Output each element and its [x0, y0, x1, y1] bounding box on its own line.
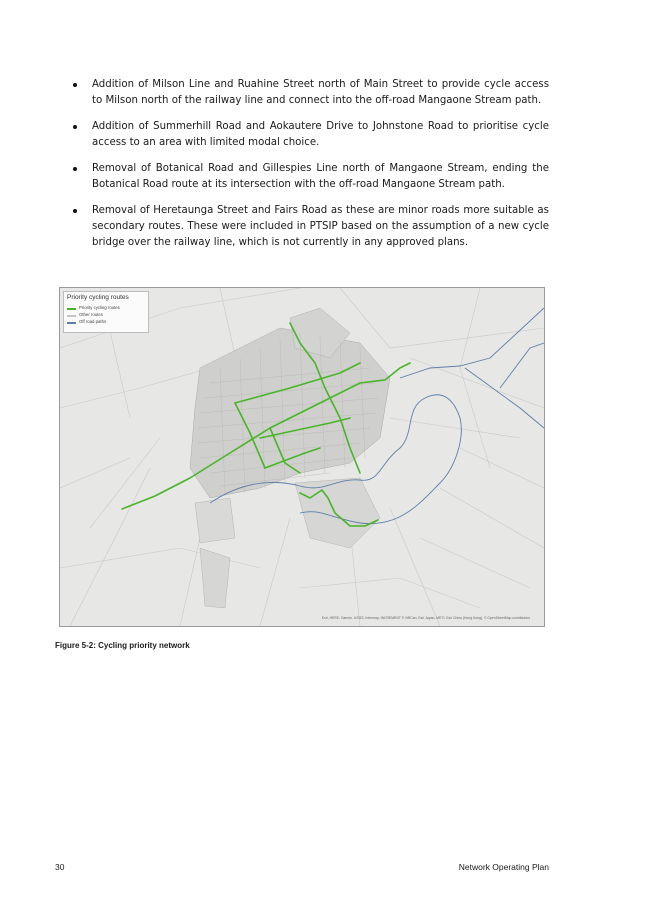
legend-label: Priority cycling routes: [79, 305, 120, 310]
legend-title: Priority cycling routes: [67, 294, 129, 301]
legend-priority-swatch-icon: [67, 308, 76, 310]
bullet-list: [73, 77, 549, 261]
bullet-dot-icon: [73, 209, 77, 213]
bullet-dot-icon: [73, 83, 77, 87]
bullet-dot-icon: [73, 125, 77, 129]
legend-other-swatch-icon: [67, 315, 76, 317]
bullet-item: [73, 161, 549, 193]
bullet-text: Removal of Heretaunga Street and Fairs Road as these are minor roads more suitable as secondary routes. These were included in PTSIP based on the assumption of a new cycle bridge over the railway line, which is not currently in any approved plans.: [92, 205, 549, 248]
bullet-text: Removal of Botanical Road and Gillespies Line north of Mangaone Stream, ending the Botanical Road route at its intersection with the off-road Mangaone Stream path.: [92, 163, 549, 190]
bullet-item: [73, 119, 549, 151]
bullet-dot-icon: [73, 167, 77, 171]
legend-item: [67, 320, 147, 326]
footer-title: Network Operating Plan: [458, 862, 549, 872]
map-graphic: [60, 288, 544, 626]
figure-caption: Figure 5-2: Cycling priority network: [55, 641, 190, 650]
page-number: 30: [55, 862, 65, 872]
legend-label: Other routes: [79, 312, 103, 317]
bullet-text: Addition of Milson Line and Ruahine Street north of Main Street to provide cycle access to Milson north of the railway line and connect into the off-road Mangaone Stream path.: [92, 79, 549, 106]
map-attribution: Esri, HERE, Garmin, USGS, Intermap, INCREMENT P, NRCan, Esri Japan, METI, Esri China (Hong Kong), © OpenStreetMap contributors: [321, 616, 530, 620]
bullet-item: [73, 77, 549, 109]
bullet-item: [73, 203, 549, 251]
legend-offroad-swatch-icon: [67, 322, 76, 324]
map-legend: [63, 291, 149, 333]
cycling-network-map: [59, 287, 545, 627]
legend-label: Off road paths: [79, 319, 107, 324]
bullet-text: Addition of Summerhill Road and Aokautere Drive to Johnstone Road to prioritise cycle access to an area with limited modal choice.: [92, 121, 549, 148]
